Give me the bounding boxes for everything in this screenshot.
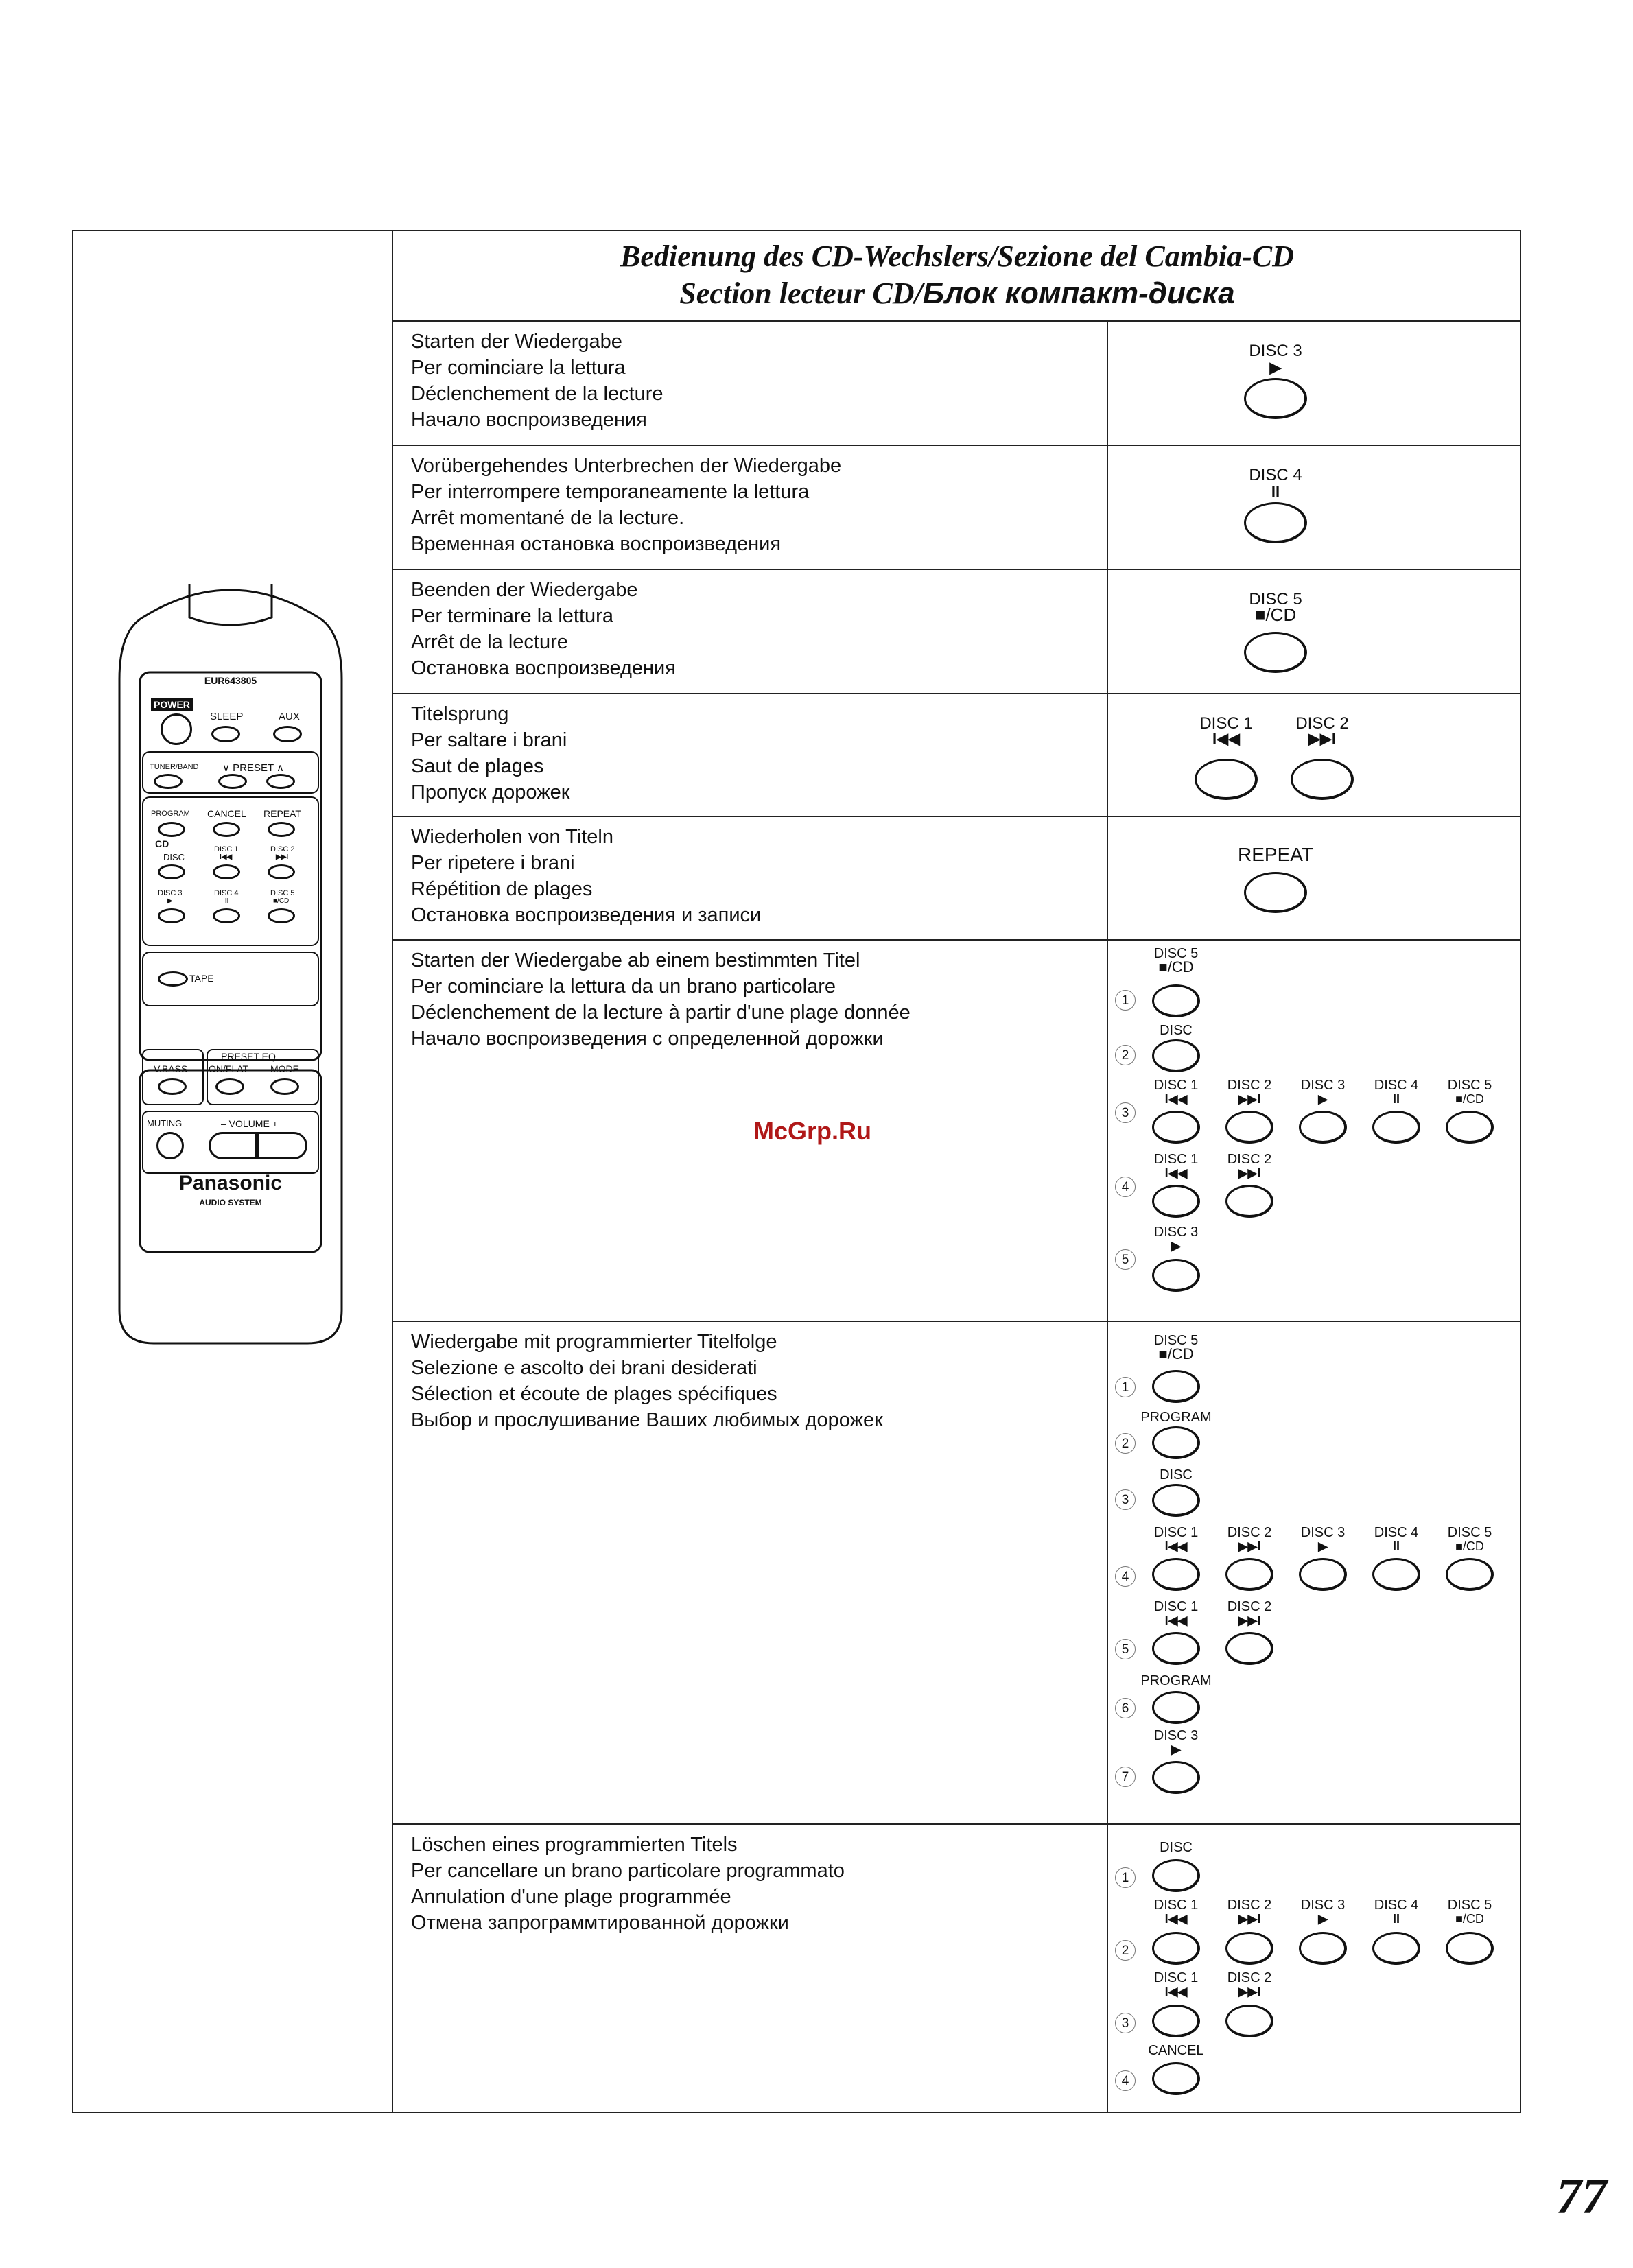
p-step2-program-button[interactable] bbox=[1152, 1426, 1200, 1459]
step3-disc4-button[interactable] bbox=[1372, 1111, 1420, 1144]
c-step4-cancel-button[interactable] bbox=[1152, 2062, 1200, 2095]
remote-cancel-button[interactable] bbox=[213, 822, 240, 837]
row-stop-playback: Beenden der Wiedergabe Per terminare la lettura Arrêt de la lecture Остановка воспроизведения DISC 5 ■/CD bbox=[393, 570, 1521, 694]
remote-program-label: PROGRAM bbox=[151, 810, 190, 818]
remote-aux-button[interactable] bbox=[273, 726, 302, 742]
remote-preset-down[interactable] bbox=[218, 774, 247, 789]
remote-disc1-label: DISC 1 bbox=[214, 845, 239, 853]
remote-aux-label: AUX bbox=[279, 711, 300, 722]
disc2-next-button[interactable] bbox=[1291, 759, 1354, 800]
remote-play-sym: ▶ bbox=[167, 897, 173, 905]
p-step7-disc3-button[interactable] bbox=[1152, 1761, 1200, 1794]
p-step4-disc5-button[interactable] bbox=[1446, 1558, 1494, 1591]
c-step3-disc1-button[interactable] bbox=[1152, 2005, 1200, 2037]
remote-vbass-button[interactable] bbox=[158, 1078, 187, 1095]
remote-disc-button[interactable] bbox=[158, 864, 185, 879]
remote-onflat-label: ON/FLAT bbox=[209, 1063, 249, 1074]
repeat-button[interactable] bbox=[1244, 872, 1307, 913]
step5-disc3-button[interactable] bbox=[1152, 1259, 1200, 1292]
remote-preset-up[interactable] bbox=[266, 774, 295, 789]
p-step6-program-button[interactable] bbox=[1152, 1691, 1200, 1724]
step3-disc3-button[interactable] bbox=[1299, 1111, 1347, 1144]
section-header bbox=[393, 230, 1521, 322]
remote-cancel-label: CANCEL bbox=[207, 808, 246, 819]
c-step2-disc5-button[interactable] bbox=[1446, 1932, 1494, 1965]
disc1-prev-button[interactable] bbox=[1195, 759, 1258, 800]
remote-prev-sym: I◀◀ bbox=[220, 853, 233, 861]
remote-power-label: POWER bbox=[151, 698, 193, 711]
remote-model: EUR643805 bbox=[204, 675, 257, 686]
disc3-play-button[interactable] bbox=[1244, 378, 1307, 419]
c-step2-disc2-button[interactable] bbox=[1225, 1932, 1273, 1965]
disc4-pause-button[interactable] bbox=[1244, 502, 1307, 543]
remote-disc4-label: DISC 4 bbox=[214, 889, 239, 897]
remote-disc3-label: DISC 3 bbox=[158, 889, 183, 897]
remote-next-sym: ▶▶I bbox=[276, 853, 289, 861]
row-pause-playback: Vorübergehendes Unterbrechen der Wiedergabe Per interrompere temporaneamente la lettura Arrêt momentané de la lecture. Временная остановка воспроизведения DISC 4 II bbox=[393, 446, 1521, 570]
remote-repeat-button[interactable] bbox=[268, 822, 295, 837]
remote-tuner-button[interactable] bbox=[154, 774, 183, 789]
step1-disc5-button[interactable] bbox=[1152, 984, 1200, 1017]
remote-repeat-label: REPEAT bbox=[263, 808, 301, 819]
p-step5-disc2-button[interactable] bbox=[1225, 1632, 1273, 1665]
c-step2-disc4-button[interactable] bbox=[1372, 1932, 1420, 1965]
row-text: Starten der Wiedergabe Per cominciare la lettura Déclenchement de la lecture Начало воспроизведения bbox=[411, 331, 663, 431]
step3-disc5-button[interactable] bbox=[1446, 1111, 1494, 1144]
step4-disc1-button[interactable] bbox=[1152, 1185, 1200, 1218]
remote-brand: Panasonic bbox=[178, 1172, 283, 1194]
c-step3-disc2-button[interactable] bbox=[1225, 2005, 1273, 2037]
step2-disc-button[interactable] bbox=[1152, 1039, 1200, 1072]
remote-preset-eq-label: PRESET EQ bbox=[221, 1051, 276, 1062]
header-line-2: Section lecteur CD/Блок компакт-диска bbox=[679, 276, 1235, 310]
remote-tape-button[interactable] bbox=[158, 971, 188, 987]
c-step2-disc1-button[interactable] bbox=[1152, 1932, 1200, 1965]
remote-disc-label: DISC bbox=[163, 852, 185, 862]
remote-disc5-label: DISC 5 bbox=[270, 889, 295, 897]
p-step4-disc4-button[interactable] bbox=[1372, 1558, 1420, 1591]
remote-cd-label: CD bbox=[155, 838, 169, 849]
remote-program-button[interactable] bbox=[158, 822, 185, 837]
remote-muting-button[interactable] bbox=[156, 1132, 184, 1159]
p-step3-disc-button[interactable] bbox=[1152, 1484, 1200, 1517]
button-label: DISC 3 bbox=[1249, 342, 1302, 360]
remote-disc1-button[interactable] bbox=[213, 864, 240, 879]
remote-tape-label: TAPE bbox=[189, 973, 214, 984]
remote-disc2-button[interactable] bbox=[268, 864, 295, 879]
c-step2-disc3-button[interactable] bbox=[1299, 1932, 1347, 1965]
remote-power-button[interactable] bbox=[161, 713, 192, 745]
page-number: 77 bbox=[1556, 2169, 1607, 2225]
remote-onflat-button[interactable] bbox=[215, 1078, 244, 1095]
remote-muting-label: MUTING bbox=[147, 1118, 183, 1129]
p-step4-disc2-button[interactable] bbox=[1225, 1558, 1273, 1591]
p-step1-disc5-button[interactable] bbox=[1152, 1370, 1200, 1403]
step3-disc1-button[interactable] bbox=[1152, 1111, 1200, 1144]
remote-tuner-label: TUNER/BAND bbox=[150, 763, 199, 771]
watermark: McGrp.Ru bbox=[753, 1117, 872, 1145]
p-step5-disc1-button[interactable] bbox=[1152, 1632, 1200, 1665]
remote-mode-label: MODE bbox=[270, 1063, 299, 1074]
c-step1-disc-button[interactable] bbox=[1152, 1859, 1200, 1892]
step3-disc2-button[interactable] bbox=[1225, 1111, 1273, 1144]
remote-vbass-label: V.BASS bbox=[154, 1063, 188, 1074]
remote-sleep-button[interactable] bbox=[211, 726, 240, 742]
step4-disc2-button[interactable] bbox=[1225, 1185, 1273, 1218]
remote-disc4-button[interactable] bbox=[213, 908, 240, 923]
remote-preset-label: ∨ PRESET ∧ bbox=[222, 762, 285, 774]
header-line-1: Bedienung des CD-Wechslers/Sezione del Cambia-CD bbox=[620, 239, 1294, 273]
row-track-skip: Titelsprung Per saltare i brani Saut de plages Пропуск дорожек DISC 1 I◀◀ DISC 2 ▶▶I bbox=[393, 694, 1521, 817]
p-step4-disc3-button[interactable] bbox=[1299, 1558, 1347, 1591]
disc5-stop-button[interactable] bbox=[1244, 632, 1307, 673]
p-step4-disc1-button[interactable] bbox=[1152, 1558, 1200, 1591]
remote-disc3-button[interactable] bbox=[158, 908, 185, 923]
remote-mode-button[interactable] bbox=[270, 1078, 299, 1095]
remote-disc2-label: DISC 2 bbox=[270, 845, 295, 853]
remote-labels bbox=[115, 576, 346, 1347]
row-figure bbox=[1108, 322, 1521, 445]
remote-sleep-label: SLEEP bbox=[210, 711, 244, 722]
remote-volume-divider bbox=[255, 1132, 259, 1159]
row-repeat: Wiederholen von Titeln Per ripetere i brani Répétition de plages Остановка воспроизведения и записи REPEAT bbox=[393, 817, 1521, 941]
row-start-playback bbox=[393, 322, 1521, 446]
remote-sub: AUDIO SYSTEM bbox=[199, 1198, 262, 1207]
row-programmed-playback: Wiedergabe mit programmierter Titelfolge Selezione e ascolto dei brani desiderati Sélection et écoute de plages spécifiques Выбор и прослушивание Ваших любимых дорожек 1 DISC 5 ■/CD 2 PROGRAM 3 DISC 4 DISC 1 I◀◀ DISC 2 ▶▶I DISC 3 ▶ DISC 4 II DISC 5 ■/CD 5 DISC 1 I◀◀ DISC 2 ▶▶I 6 PROGRAM 7 DISC 3 ▶ bbox=[393, 1322, 1521, 1825]
row-direct-track-start: Starten der Wiedergabe ab einem bestimmten Titel Per cominciare la lettura da un brano particolare Déclenchement de la lecture à partir d'une plage donnée Начало воспроизведения с определенной дорожки 1 DISC 5 ■/CD 2 DISC 3 DISC 1 I◀◀ DISC 2 ▶▶I DISC 3 ▶ DISC 4 II DISC 5 ■/CD 4 DISC 1 I◀◀ DISC 2 ▶▶I 5 DISC 3 ▶ bbox=[393, 941, 1521, 1322]
remote-volume-label: – VOLUME + bbox=[221, 1118, 278, 1129]
remote-stop-sym: ■/CD bbox=[273, 897, 290, 905]
button-symbol: ▶ bbox=[1269, 359, 1282, 376]
row-cancel-programmed: Löschen eines programmierten Titels Per cancellare un brano particolare programmato Annulation d'une plage programmée Отмена запрограммтированной дорожки 1 DISC 2 DISC 1 I◀◀ DISC 2 ▶▶I DISC 3 ▶ DISC 4 II DISC 5 ■/CD 3 DISC 1 I◀◀ DISC 2 ▶▶I 4 CANCEL bbox=[393, 1825, 1521, 2113]
remote-pause-sym: II bbox=[225, 897, 229, 905]
remote-disc5-button[interactable] bbox=[268, 908, 295, 923]
